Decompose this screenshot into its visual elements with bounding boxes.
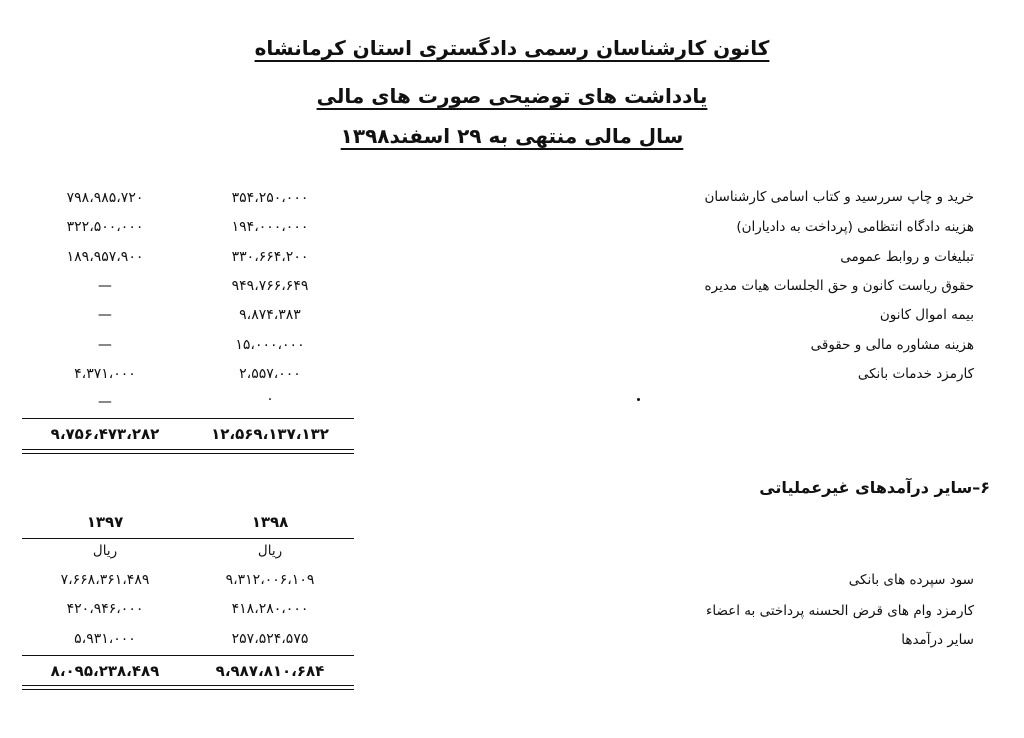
notes-title: یادداشت های توضیحی صورت های مالی: [316, 84, 708, 108]
total-1397: ۸،۰۹۵،۲۳۸،۴۸۹: [50, 662, 160, 680]
row-label: سایر درآمدها: [901, 632, 974, 648]
value-1398: ۱۹۴،۰۰۰،۰۰۰: [231, 219, 309, 235]
value-1397: ۴۲۰،۹۴۶،۰۰۰: [66, 601, 144, 617]
org-title: کانون کارشناسان رسمی دادگستری استان کرمانشاه: [254, 36, 770, 60]
value-1397: —: [97, 394, 113, 410]
value-1397: ۱۸۹،۹۵۷،۹۰۰: [66, 249, 144, 265]
unit-1398: ریال: [257, 543, 283, 559]
value-1397: —: [97, 307, 113, 323]
total-double-rule: [22, 685, 354, 690]
unit-1397: ریال: [92, 543, 118, 559]
total-1398: ۱۲،۵۶۹،۱۳۷،۱۳۲: [211, 425, 329, 443]
value-1398: ۹،۳۱۲،۰۰۶،۱۰۹: [225, 572, 315, 588]
year-header-1398: ۱۳۹۸: [251, 513, 289, 531]
value-1398: ۲۵۷،۵۲۴،۵۷۵: [231, 631, 309, 647]
total-1398: ۹،۹۸۷،۸۱۰،۶۸۴: [215, 662, 325, 680]
total-double-rule: [22, 449, 354, 454]
value-1397: —: [97, 337, 113, 353]
value-1397: ۷،۶۶۸،۳۶۱،۴۸۹: [60, 572, 150, 588]
row-label: هزینه مشاوره مالی و حقوقی: [810, 337, 974, 353]
row-label: سود سپرده های بانکی: [848, 572, 974, 588]
value-1397: ۵،۹۳۱،۰۰۰: [74, 631, 136, 647]
total-rule: [22, 655, 354, 656]
value-1398: ۹،۸۷۴،۳۸۳: [239, 307, 301, 323]
value-1398: ۱۵،۰۰۰،۰۰۰: [235, 337, 305, 353]
row-label: خرید و چاپ سررسید و کتاب اسامی کارشناسان: [704, 189, 974, 205]
value-1397: ۷۹۸،۹۸۵،۷۲۰: [66, 190, 144, 206]
row-label: بیمه اموال کانون: [879, 307, 974, 323]
total-rule: [22, 418, 354, 419]
header-rule: [22, 538, 354, 539]
value-1398: ۲،۵۵۷،۰۰۰: [239, 366, 301, 382]
value-1397: ۳۲۲،۵۰۰،۰۰۰: [66, 219, 144, 235]
row-label: تبلیغات و روابط عمومی: [840, 249, 974, 265]
row-label: حقوق ریاست کانون و حق الجلسات هیات مدیره: [704, 278, 974, 294]
period-title: سال مالی منتهی به ۲۹ اسفند۱۳۹۸: [340, 124, 684, 148]
value-1398: ۳۳۰،۶۶۴،۲۰۰: [231, 249, 309, 265]
value-1398: ۰: [266, 391, 274, 407]
value-1397: —: [97, 278, 113, 294]
row-label: کارمزد وام های قرض الحسنه پرداختی به اعضاء: [706, 603, 974, 619]
value-1397: ۴،۳۷۱،۰۰۰: [74, 366, 136, 382]
total-1397: ۹،۷۵۶،۴۷۳،۲۸۲: [50, 425, 160, 443]
year-header-1397: ۱۳۹۷: [86, 513, 124, 531]
row-label: کارمزد خدمات بانکی: [857, 366, 974, 382]
value-1398: ۳۵۴،۲۵۰،۰۰۰: [231, 190, 309, 206]
section-heading: ۶–سایر درآمدهای غیرعملیاتی: [759, 478, 990, 497]
stray-dot: [637, 398, 640, 401]
row-label: هزینه دادگاه انتظامی (پرداخت به دادیاران): [736, 219, 974, 235]
value-1398: ۹۴۹،۷۶۶،۶۴۹: [231, 278, 309, 294]
value-1398: ۴۱۸،۲۸۰،۰۰۰: [231, 601, 309, 617]
